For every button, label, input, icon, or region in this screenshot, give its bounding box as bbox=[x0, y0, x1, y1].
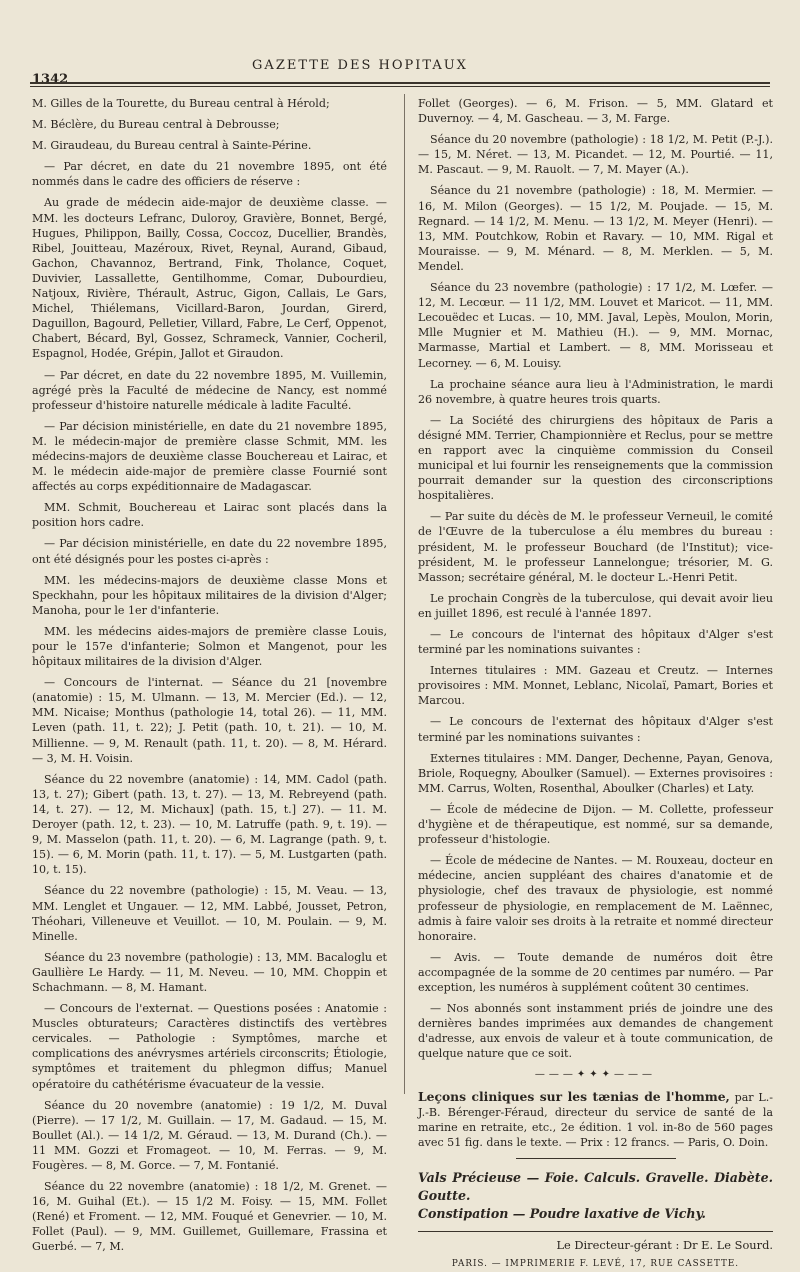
paragraph: MM. Schmit, Bouchereau et Lairac sont placés dans la position hors cadre. bbox=[32, 501, 387, 530]
column-divider bbox=[404, 94, 405, 1094]
paragraph: Séance du 23 novembre (pathologie) : 13, MM. Bacaloglu et Gaullière Le Hardy. — 11, M. Neveu. — 10, MM. Choppin et Schachmann. — 8, M. Hamant. bbox=[32, 950, 387, 994]
paragraph: M. Béclère, du Bureau central à Debrousse; bbox=[32, 118, 280, 132]
paragraph: Follet (Georges). — 6, M. Frison. — 5, MM. Glatard et Duvernoy. — 4, M. Gascheau. — 3, M. Farge. bbox=[418, 97, 773, 126]
paragraph: Internes titulaires : MM. Gazeau et Creutz. — Internes provisoires : MM. Monnet, Leblanc, Nicolaï, Pamart, Bories et Marcou. bbox=[418, 664, 773, 708]
paragraph: — Par décision ministérielle, en date du 22 novembre 1895, ont été désignés pour les postes ci-après : bbox=[32, 537, 387, 566]
paragraph: — Par décision ministérielle, en date du 21 novembre 1895, M. le médecin-major de première classe Schmit, MM. les médecins-majors de deuxième classe Bouchereau et Lairac, et M. le médecin aide-major de première classe Fournié sont affectés au corps expéditionnaire de Madagascar. bbox=[32, 419, 387, 494]
book-notice bbox=[418, 1089, 773, 1150]
page-number: 1342 bbox=[32, 72, 69, 87]
paragraph: Le prochain Congrès de la tuberculose, qui devait avoir lieu en juillet 1896, est reculé à l'année 1897. bbox=[418, 591, 773, 620]
paragraph: — Le concours de l'externat des hôpitaux d'Alger s'est terminé par les nominations suivantes : bbox=[418, 715, 773, 744]
paragraph: — Le concours de l'internat des hôpitaux d'Alger s'est terminé par les nominations suivantes : bbox=[418, 628, 773, 657]
paragraph: M. Gilles de la Tourette, du Bureau central à Hérold; bbox=[32, 97, 330, 110]
paragraph: Séance du 20 novembre (pathologie) : 18 1/2, M. Petit (P.-J.). — 15, M. Néret. — 13, M. Picandet. — 12, M. Pourtié. — 11, M. Pascaut. — 9, M. Rauolt. — 7, M. Mayer (A.). bbox=[418, 133, 773, 177]
paragraph: — Concours de l'externat. — Questions posées : Anatomie : Muscles obturateurs; Caractères distinctifs des vertèbres cervicales. — Pathologie : Symptômes, marche et complications des anévrysmes artériels circonscrits; Étiologie, symptômes et traitement du phlegmon diffus; Manuel opératoire du cathétérisme évacuateur de la vessie. bbox=[32, 1002, 387, 1091]
paragraph: Séance du 20 novembre (anatomie) : 19 1/2, M. Duval (Pierre). — 17 1/2, M. Guillain. — 17, M. Gadaud. — 15, M. Boullet (Al.). — 14 1/2, M. Géraud. — 13, M. Durand (Ch.). — 11 MM. Gozzi et Fromageot. — 10, M. Ferras. — 9, M. Fougères. — 8, M. Gorce. — 7, M. Fontanié. bbox=[32, 1098, 387, 1172]
paragraph: Séance du 21 novembre (pathologie) : 18, M. Mermier. — 16, M. Milon (Georges). — 15 1/2, M. Poujade. — 15, M. Regnard. — 14 1/2, M. Menu. — 13 1/2, M. Meyer (Henri). — 13, MM. Poutchkow, Robin et Ravary. — 10, MM. Rigal et Mouraisse. — 9, M. Ménard. — 8, M. Merklen. — 5, M. Mendel. bbox=[418, 184, 773, 273]
header-rule-thin bbox=[30, 86, 770, 87]
journal-title: GAZETTE DES HOPITAUX bbox=[252, 58, 468, 73]
director-signature: Le Directeur-gérant : Dr E. Le Sourd. bbox=[556, 1237, 773, 1252]
paragraph: — École de médecine de Dijon. — M. Collette, professeur d'hygiène et de thérapeutique, est nommé, sur sa demande, professeur d'histologie. bbox=[418, 802, 773, 847]
header-rule bbox=[30, 82, 770, 84]
book-title: Leçons cliniques sur les tænias de l'homme, bbox=[418, 1088, 730, 1104]
ad-line: Vals Précieuse — Foie. Calculs. Gravelle. Diabète. Goutte. bbox=[418, 1169, 773, 1203]
paragraph: — Par décret, en date du 22 novembre 1895, M. Vuillemin, agrégé près la Faculté de médecine de Nancy, est nommé professeur d'histoire naturelle médicale à ladite Faculté. bbox=[32, 368, 387, 412]
paragraph: — Avis. — Toute demande de numéros doit être accompagnée de la somme de 20 centimes par numéro. — Par exception, les numéros à supplément coûtent 30 centimes. bbox=[418, 950, 773, 994]
printer-line: PARIS. — IMPRIMERIE F. LEVÉ, 17, RUE CASSETTE. bbox=[451, 1259, 740, 1269]
paragraph: — Concours de l'internat. — Séance du 21 [novembre (anatomie) : 15, M. Ulmann. — 13, M. Mercier (Ed.). — 12, MM. Nicaise; Monthus (pathologie 14, total 26). — 11, MM. Leven (path. 11, t. 22); J. Petit (path. 10, t. 21). — 10, M. Millienne. — 9, M. Renault (path. 11, t. 20). — 8, M. Hérard. — 3, M. H. Voisin. bbox=[32, 676, 387, 765]
paragraph: — La Société des chirurgiens des hôpitaux de Paris a désigné MM. Terrier, Championnière et Reclus, pour se mettre en rapport avec la cinquième commission du Conseil municipal et lui fournir les renseignements que la commission pourrait demander sur la question des circonscriptions hospitalières. bbox=[418, 413, 773, 503]
footer-rule bbox=[418, 1231, 773, 1232]
advertisement bbox=[418, 1169, 773, 1223]
paragraph: Séance du 22 novembre (anatomie) : 14, MM. Cadol (path. 13, t. 27); Gibert (path. 13, t. 27). — 13, M. Rebreyend (path. 14, t. 27). — 12, M. Michaux] (path. 15, t.] 27). — 11. M. Deroyer (path. 12, t. 23). — 10, M. Latruffe (path. 9, t. 19). — 9, M. Masselon (path. 11, t. 20). — 6, M. Lagrange (path. 9, t. 15). — 6, M. Morin (path. 11, t. 17). — 5, M. Lustgarten (path. 10, t. 15). bbox=[32, 772, 387, 877]
book-description: par L.-J.-B. Bérenger-Féraud, directeur du service de santé de la marine en retraite, etc., 2e édition. 1 vol. in-8o de 560 pages avec 51 fig. dans le texte. — Prix : 12 francs. — Paris, O. Doin. bbox=[418, 1090, 774, 1149]
paragraph: Séance du 22 novembre (pathologie) : 15, M. Veau. — 13, MM. Lenglet et Ungauer. — 12, MM. Labbé, Jousset, Petron, Théohari, Villeneuve et Veuillot. — 10, M. Poulain. — 9, M. Minelle. bbox=[32, 884, 387, 943]
right-column bbox=[418, 96, 773, 1272]
paragraph: La prochaine séance aura lieu à l'Administration, le mardi 26 novembre, à quatre heures trois quarts. bbox=[418, 377, 773, 406]
left-column bbox=[32, 96, 387, 1261]
paragraph: MM. les médecins aides-majors de première classe Louis, pour le 157e d'infanterie; Solmon et Mangenot, pour les hôpitaux militaires de la division d'Alger. bbox=[32, 624, 387, 669]
ornament-separator: ———✦✦✦——— bbox=[534, 1069, 657, 1081]
paragraph: — Nos abonnés sont instamment priés de joindre une des dernières bandes imprimées aux demandes de changement d'adresse, aux envois de valeur et à toute communication, de quelque nature que ce soit. bbox=[418, 1002, 773, 1061]
paragraph: Au grade de médecin aide-major de deuxième classe. — MM. les docteurs Lefranc, Duloroy, Gravière, Bonnet, Bergé, Hugues, Philippon, Bailly, Cossa, Coccoz, Ducellier, Brandès, Ribel, Jouitteau, Mazéroux, Rivet, Reynal, Aurand, Gibaud, Gachon, Chavannoz, Bertrand, Fink, Tholance, Coquet, Duvivier, Lassallette, Gentilhomme, Comar, Dubourdieu, Natjoux, Rivière, Thérault, Astruc, Gigon, Callais, Le Gars, Michel, Thiélemans, Vicillard-Baron, Jourdan, Girerd, Daguillon, Bagourd, Pelletier, Villard, Fabre, Le Cerf, Oppenot, Chabert, Bécard, Byl, Gossez, Schrameck, Vannier, Cocheril, Espagnol, Hodée, Grépin, Jallot et Giraudon. bbox=[32, 196, 387, 361]
separator bbox=[516, 1158, 676, 1159]
ad-line: Constipation — Poudre laxative de Vichy. bbox=[418, 1205, 706, 1221]
paragraph: — Par suite du décès de M. le professeur Verneuil, le comité de l'Œuvre de la tuberculose a élu membres du bureau : président, M. le professeur Bouchard (de l'Institut); vice-président, M. le professeur Lannelongue; trésorier, M. G. Masson; secrétaire général, M. le docteur L.-Henri Petit. bbox=[418, 510, 773, 584]
paragraph: — École de médecine de Nantes. — M. Rouxeau, docteur en médecine, ancien suppléant des chaires d'anatomie et de physiologie, chef des travaux de physiologie, est nommé professeur de physiologie, en remplacement de M. Laënnec, admis à faire valoir ses droits à la retraite et nommé directeur honoraire. bbox=[418, 854, 773, 943]
paragraph: Séance du 22 novembre (anatomie) : 18 1/2, M. Grenet. — 16, M. Guihal (Et.). — 15 1/2 M. Foisy. — 15, MM. Follet (René) et Froment. — 12, MM. Fouqué et Genevrier. — 10, M. Follet (Paul). — 9, MM. Guillemet, Guillemare, Frassina et Guerbé. — 7, M. bbox=[32, 1180, 387, 1254]
paragraph: — Par décret, en date du 21 novembre 1895, ont été nommés dans le cadre des officiers de réserve : bbox=[32, 160, 387, 189]
paragraph: Externes titulaires : MM. Danger, Dechenne, Payan, Genova, Briole, Roquegny, Aboulker (Samuel). — Externes provisoires : MM. Carrus, Wolten, Rosenthal, Aboulker (Charles) et Laty. bbox=[418, 751, 773, 795]
paragraph: Séance du 23 novembre (pathologie) : 17 1/2, M. Lœfer. — 12, M. Lecœur. — 11 1/2, MM. Louvet et Maricot. — 11, MM. Lecouëdec et Lucas. — 10, MM. Javal, Lepès, Moulon, Morin, Mlle Mugnier et M. Mathieu (H.). — 9, MM. Mornac, Marmasse, Martial et Lambert. — 8, MM. Morisseau et Lecorney. — 6, M. Louisy. bbox=[418, 281, 773, 370]
paragraph: M. Giraudeau, du Bureau central à Sainte-Périne. bbox=[32, 139, 312, 153]
paragraph: MM. les médecins-majors de deuxième classe Mons et Speckhahn, pour les hôpitaux militaires de la division d'Alger; Manoha, pour le 1er d'infanterie. bbox=[32, 573, 387, 617]
